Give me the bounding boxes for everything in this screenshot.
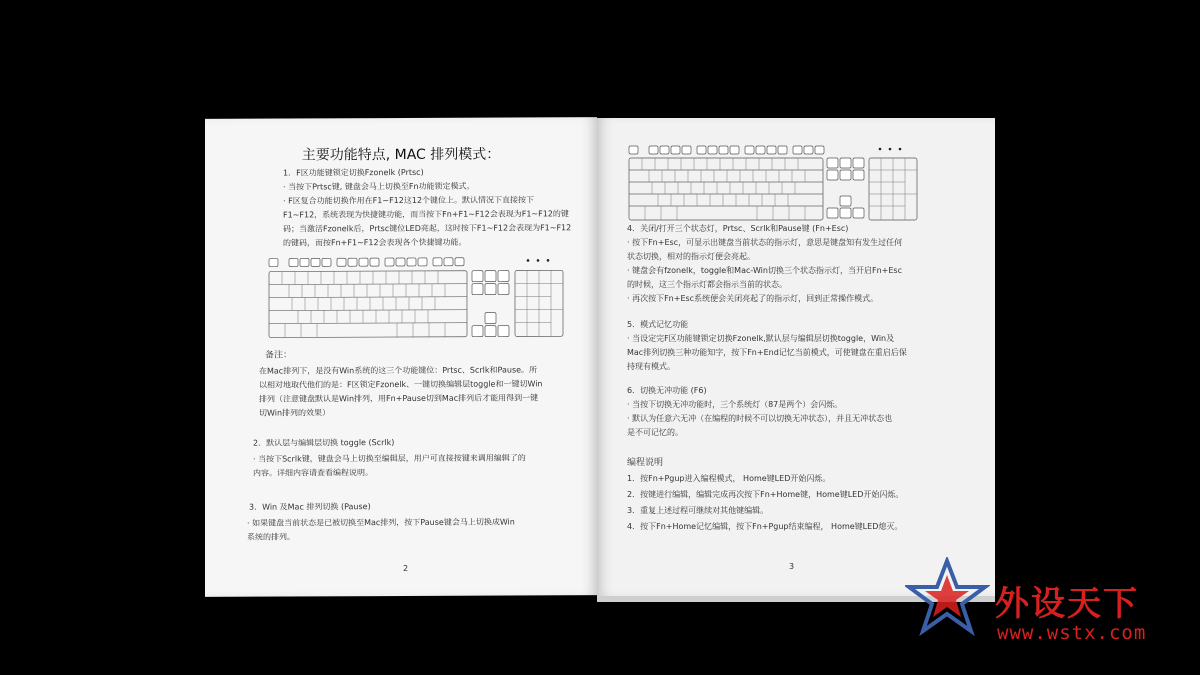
- section-heading: 6．切换无冲功能 (F6): [627, 386, 707, 395]
- section-heading: 1．F区功能键锁定切换Fzonelk (Prtsc): [283, 167, 424, 178]
- page-number: 2: [403, 563, 409, 573]
- text-line: · F区复合功能切换作用在F1~F12这12个键位上。默认情况下直接按下: [283, 195, 535, 206]
- section-heading: 5．模式记忆功能: [627, 320, 689, 329]
- star-logo-icon: [905, 557, 990, 637]
- text-line: 状态切换，相对的指示灯便会亮起。: [627, 252, 755, 261]
- text-line: 4．按下Fn+Home记忆编辑，按下Fn+Pgup结束编程， Home键LED熄灭。: [627, 522, 903, 531]
- text-line: 1．按Fn+Pgup进入编程模式， Home键LED开始闪烁。: [627, 474, 831, 483]
- text-line: · 当设定完F区功能键锁定切换Fzonelk,默认层与编辑层切换toggle，Win及: [627, 334, 895, 343]
- text-line: 2．按键进行编辑，编辑完成再次按下Fn+Home键，Home键LED开始闪烁。: [627, 490, 904, 499]
- keyboard-diagram: [627, 144, 922, 224]
- watermark-brand: 外设天下: [995, 584, 1139, 624]
- text-line: · 当按下Prtsc键, 键盘会马上切换至Fn功能锁定模式。: [283, 181, 475, 192]
- page-title: 主要功能特点, MAC 排列模式：: [301, 146, 501, 164]
- text-line: · 当按下Scrlk键，键盘会马上切换至编辑层，用户可直接按键来调用编辑了的: [253, 453, 526, 464]
- page-number: 3: [789, 562, 795, 571]
- keyboard-diagram: [267, 255, 567, 341]
- open-manual: [205, 118, 995, 596]
- text-line: 内容。详细内容请查看编程说明。: [253, 468, 373, 478]
- text-line: 排列（注意键盘默认是Win排列，用Fn+Pause切到Mac排列后才能用得到一键: [259, 393, 539, 404]
- text-line: 以相对地取代他们的是：F区锁定Fzonelk、一键切换编辑层toggle和一键切Win: [259, 379, 543, 390]
- text-line: 持现有模式。: [627, 362, 675, 371]
- text-line: F1~F12，系统表现为快捷键功能，而当按下Fn+F1~F12会表现为F1~F12的键: [283, 209, 569, 220]
- text-line: · 按下Fn+Esc，可显示出键盘当前状态的指示灯，意思是键盘知有发生过任何: [627, 238, 903, 247]
- section-heading: 4．关闭/打开三个状态灯，Prtsc、Scrlk和Pause键 (Fn+Esc): [627, 224, 849, 233]
- text-line: 在Mac排列下，是没有Win系统的这三个功能键位：Prtsc、Scrlk和Pause。所: [259, 365, 538, 376]
- text-line: · 默认为任意六无冲（在编程的时候不可以切换无冲状态），并且无冲状态也: [627, 414, 893, 423]
- section-heading: 2．默认层与编辑层切换 toggle (Scrlk): [253, 438, 395, 448]
- text-line: · 再次按下Fn+Esc系统便会关闭亮起了的指示灯，回到正常操作模式。: [627, 294, 879, 303]
- manual-page-right: [597, 118, 995, 596]
- text-line: · 当按下切换无冲功能时，三个系统灯（87是两个）会闪烁。: [627, 400, 843, 409]
- text-line: Mac排列切换三种功能知字，按下Fn+End记忆当前模式，可使键盘在重启后保: [627, 348, 907, 357]
- text-line: 码；当激活Fzonelk后，Prtsc键位LED亮起，这时按下F1~F12会表现为F1~F12: [283, 223, 572, 234]
- text-line: 系统的排列。: [247, 532, 295, 542]
- watermark-url: www.wstx.com: [997, 622, 1147, 644]
- program-heading: 编程说明: [627, 458, 664, 468]
- text-line: 的键码，而按Fn+F1~F12会表现各个快捷键功能。: [283, 237, 467, 248]
- note-heading: 备注：: [265, 350, 293, 361]
- text-line: 的时候，这三个指示灯都会指示当前的状态。: [627, 280, 787, 289]
- section-heading: 3．Win 及Mac 排列切换 (Pause): [249, 502, 371, 512]
- text-line: · 键盘会有fzonelk，toggle和Mac-Win切换三个状态指示灯，当开启Fn+Esc: [627, 266, 902, 275]
- text-line: 切Win排列的效果）: [259, 408, 331, 418]
- text-line: 3．重复上述过程可继续对其他键编辑。: [627, 506, 769, 515]
- manual-page-left: [205, 117, 597, 597]
- text-line: · 如果键盘当前状态是已被切换至Mac排列，按下Pause键会马上切换成Win: [247, 517, 515, 528]
- text-line: 是不可记忆的。: [627, 428, 683, 437]
